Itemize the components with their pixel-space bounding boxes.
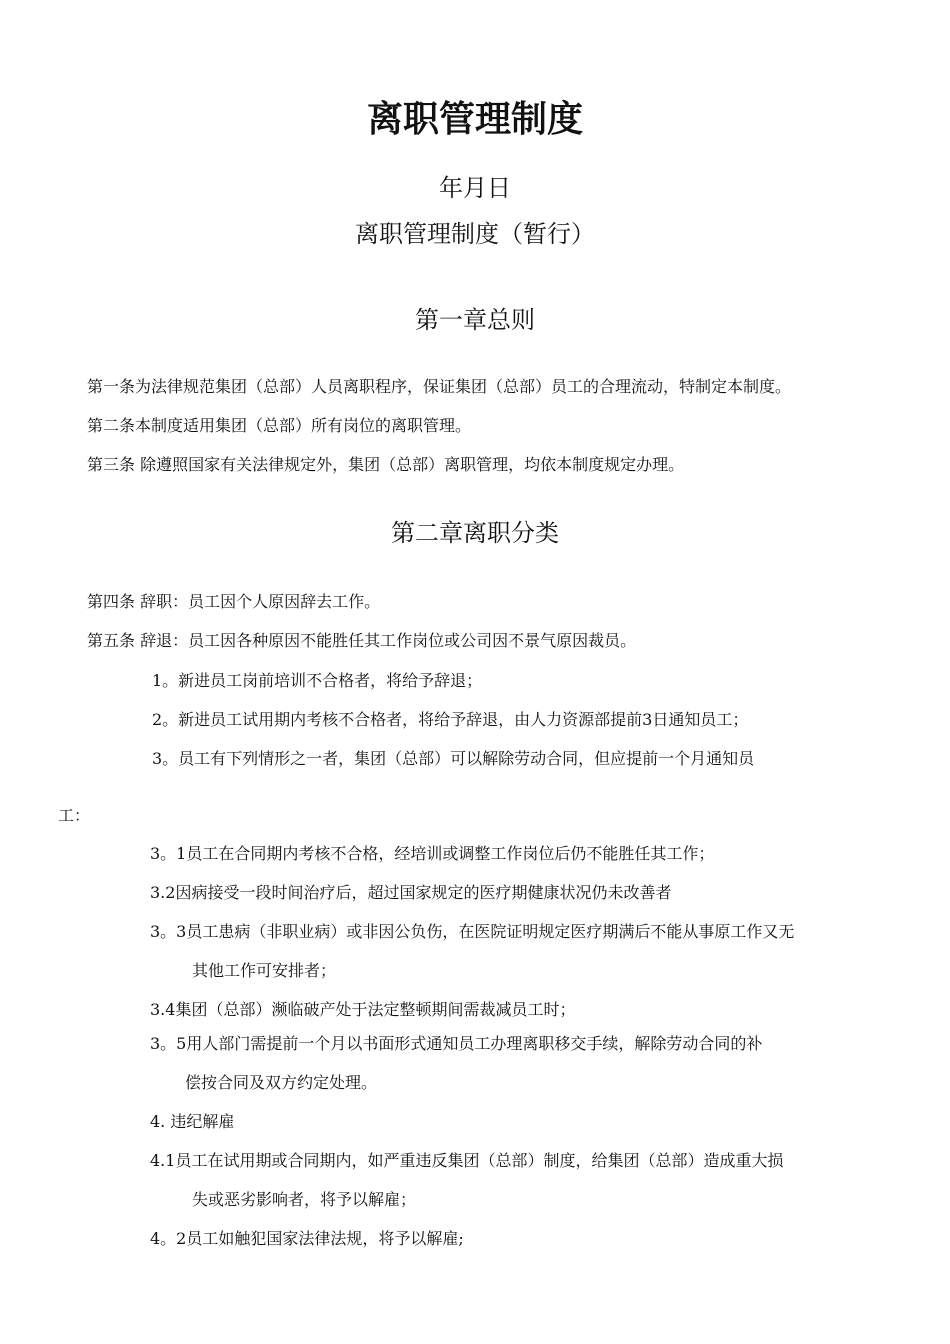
list-item-continuation: 其他工作可安排者； <box>192 961 337 980</box>
article-5: 第五条 辞退：员工因各种原因不能胜任其工作岗位或公司因不景气原因裁员。 <box>87 631 637 650</box>
list-item: 4.1员工在试用期或合同期内，如严重违反集团（总部）制度，给集团（总部）造成重大损 <box>150 1151 784 1170</box>
list-item: 3。5用人部门需提前一个月以书面形式通知员工办理离职移交手续，解除劳动合同的补 <box>150 1034 763 1053</box>
list-item: 3。员工有下列情形之一者，集团（总部）可以解除劳动合同，但应提前一个月通知员 <box>152 749 755 768</box>
list-item: 4. 违纪解雇 <box>150 1112 235 1131</box>
list-item: 3。1员工在合同期内考核不合格，经培训或调整工作岗位后仍不能胜任其工作； <box>150 844 715 863</box>
document-subtitle: 离职管理制度（暂行） <box>355 220 595 248</box>
list-item: 3.4集团（总部）濒临破产处于法定整顿期间需裁减员工时； <box>150 1000 576 1019</box>
list-item-continuation: 偿按合同及双方约定处理。 <box>185 1073 378 1092</box>
list-item: 3.2因病接受一段时间治疗后，超过国家规定的医疗期健康状况仍未改善者 <box>150 883 672 902</box>
document-title: 离职管理制度 <box>366 98 583 140</box>
list-item: 3。3员工患病（非职业病）或非因公负伤，在医院证明规定医疗期满后不能从事原工作又无 <box>150 922 795 941</box>
article-3: 第三条 除遵照国家有关法律规定外，集团（总部）离职管理，均依本制度规定办理。 <box>87 455 685 474</box>
list-item: 1。新进员工岗前培训不合格者，将给予辞退； <box>152 671 483 690</box>
chapter-2-heading: 第二章离职分类 <box>391 519 559 547</box>
article-4: 第四条 辞职：员工因个人原因辞去工作。 <box>87 592 381 611</box>
date-line: 年月日 <box>439 174 511 202</box>
article-2: 第二条本制度适用集团（总部）所有岗位的离职管理。 <box>87 416 472 435</box>
list-item: 2。新进员工试用期内考核不合格者，将给予辞退，由人力资源部提前3日通知员工； <box>152 710 749 729</box>
article-1: 第一条为法律规范集团（总部）人员离职程序，保证集团（总部）员工的合理流动，特制定本制度。 <box>87 377 792 396</box>
list-item-continuation: 失或恶劣影响者，将予以解雇； <box>192 1190 417 1209</box>
list-item-continuation: 工： <box>58 806 91 825</box>
list-item: 4。2员工如触犯国家法律法规，将予以解雇; <box>150 1229 464 1248</box>
chapter-1-heading: 第一章总则 <box>415 306 535 334</box>
